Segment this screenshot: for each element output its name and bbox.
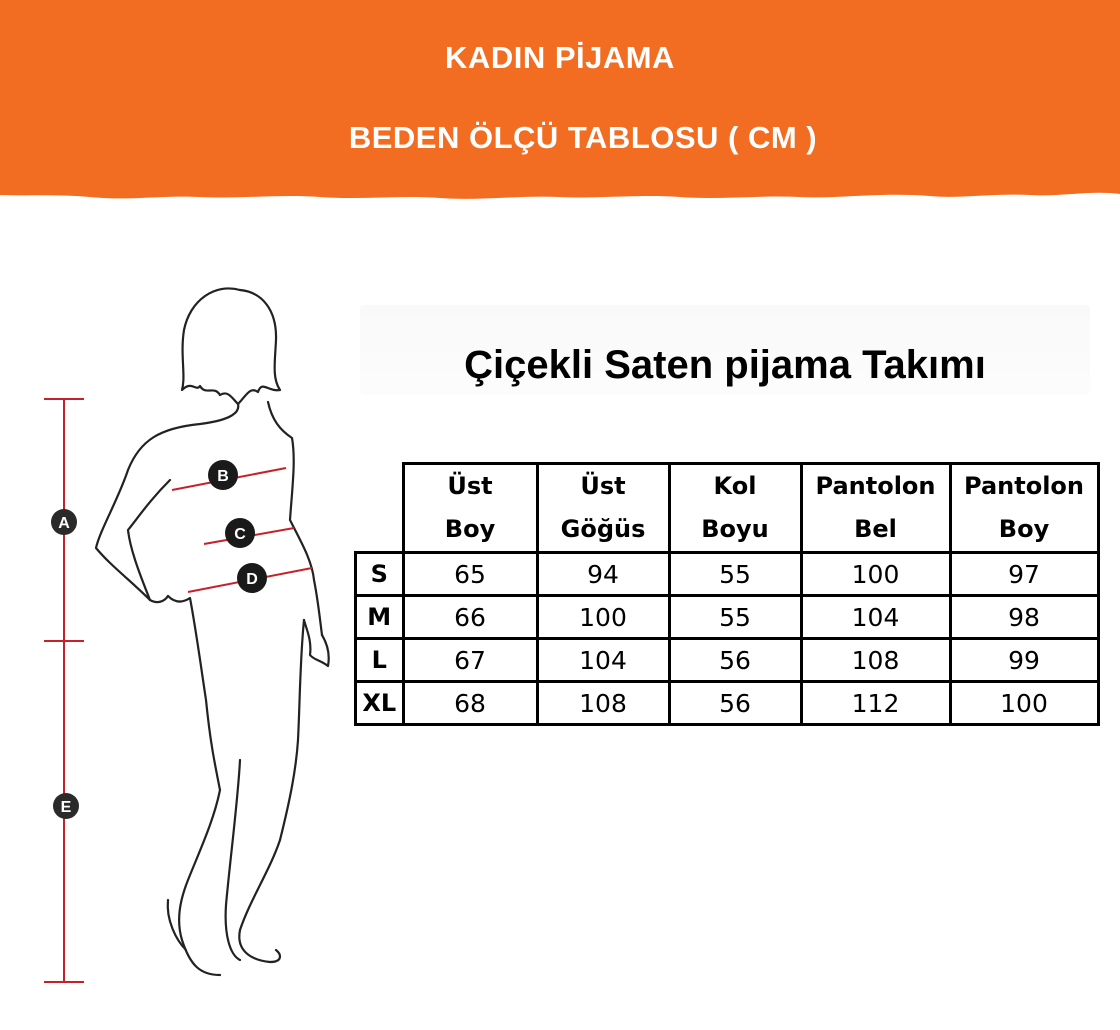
- size-chart-table: [354, 462, 1100, 726]
- svg-text:A: A: [58, 515, 70, 532]
- table-cell: 55: [669, 553, 801, 596]
- banner-title: KADIN PİJAMA: [445, 40, 675, 75]
- table-cell: 56: [669, 639, 801, 682]
- table-cell: 112: [801, 682, 950, 725]
- table-cell: 97: [950, 553, 1098, 596]
- size-label: S: [356, 553, 404, 596]
- table-cell: 55: [669, 596, 801, 639]
- svg-text:E: E: [60, 799, 72, 816]
- marker-c-icon: [225, 518, 255, 548]
- table-cell: 104: [801, 596, 950, 639]
- marker-d-icon: [237, 563, 267, 593]
- height-measure-line: [44, 399, 84, 982]
- table-row: [356, 682, 1099, 725]
- table-corner-cell: [356, 464, 404, 553]
- table-row: [356, 639, 1099, 682]
- size-label: M: [356, 596, 404, 639]
- marker-a-icon: [51, 509, 77, 535]
- silhouette-outline: [96, 288, 329, 975]
- woman-silhouette-illustration: [0, 270, 360, 1010]
- marker-b-icon: [208, 460, 238, 490]
- table-cell: 100: [801, 553, 950, 596]
- table-cell: 108: [801, 639, 950, 682]
- svg-text:C: C: [234, 526, 246, 543]
- table-header-row: [356, 464, 1099, 553]
- banner-subtitle: BEDEN ÖLÇÜ TABLOSU ( CM ): [348, 120, 818, 155]
- header-ust-boy: Üst Boy: [403, 464, 537, 553]
- header-ust-gogus: Üst Göğüs: [537, 464, 669, 553]
- product-title: Çiçekli Saten pijama Takımı: [464, 343, 986, 387]
- size-label: XL: [356, 682, 404, 725]
- table-cell: 99: [950, 639, 1098, 682]
- table-cell: 65: [403, 553, 537, 596]
- svg-text:B: B: [217, 468, 229, 485]
- table-cell: 66: [403, 596, 537, 639]
- table-cell: 100: [950, 682, 1098, 725]
- table-row: [356, 596, 1099, 639]
- table-cell: 100: [537, 596, 669, 639]
- table-cell: 98: [950, 596, 1098, 639]
- table-cell: 108: [537, 682, 669, 725]
- svg-text:D: D: [246, 571, 258, 588]
- size-label: L: [356, 639, 404, 682]
- table-row: [356, 553, 1099, 596]
- banner-background: [0, 0, 1120, 210]
- table-cell: 67: [403, 639, 537, 682]
- table-cell: 94: [537, 553, 669, 596]
- header-pantolon-boy: Pantolon Boy: [950, 464, 1098, 553]
- marker-e-icon: [53, 793, 79, 819]
- table-cell: 56: [669, 682, 801, 725]
- header-banner: [0, 0, 1120, 210]
- body-measurement-figure: [0, 270, 360, 1010]
- header-pantolon-bel: Pantolon Bel: [801, 464, 950, 553]
- table-cell: 68: [403, 682, 537, 725]
- header-kol-boyu: Kol Boyu: [669, 464, 801, 553]
- table-cell: 104: [537, 639, 669, 682]
